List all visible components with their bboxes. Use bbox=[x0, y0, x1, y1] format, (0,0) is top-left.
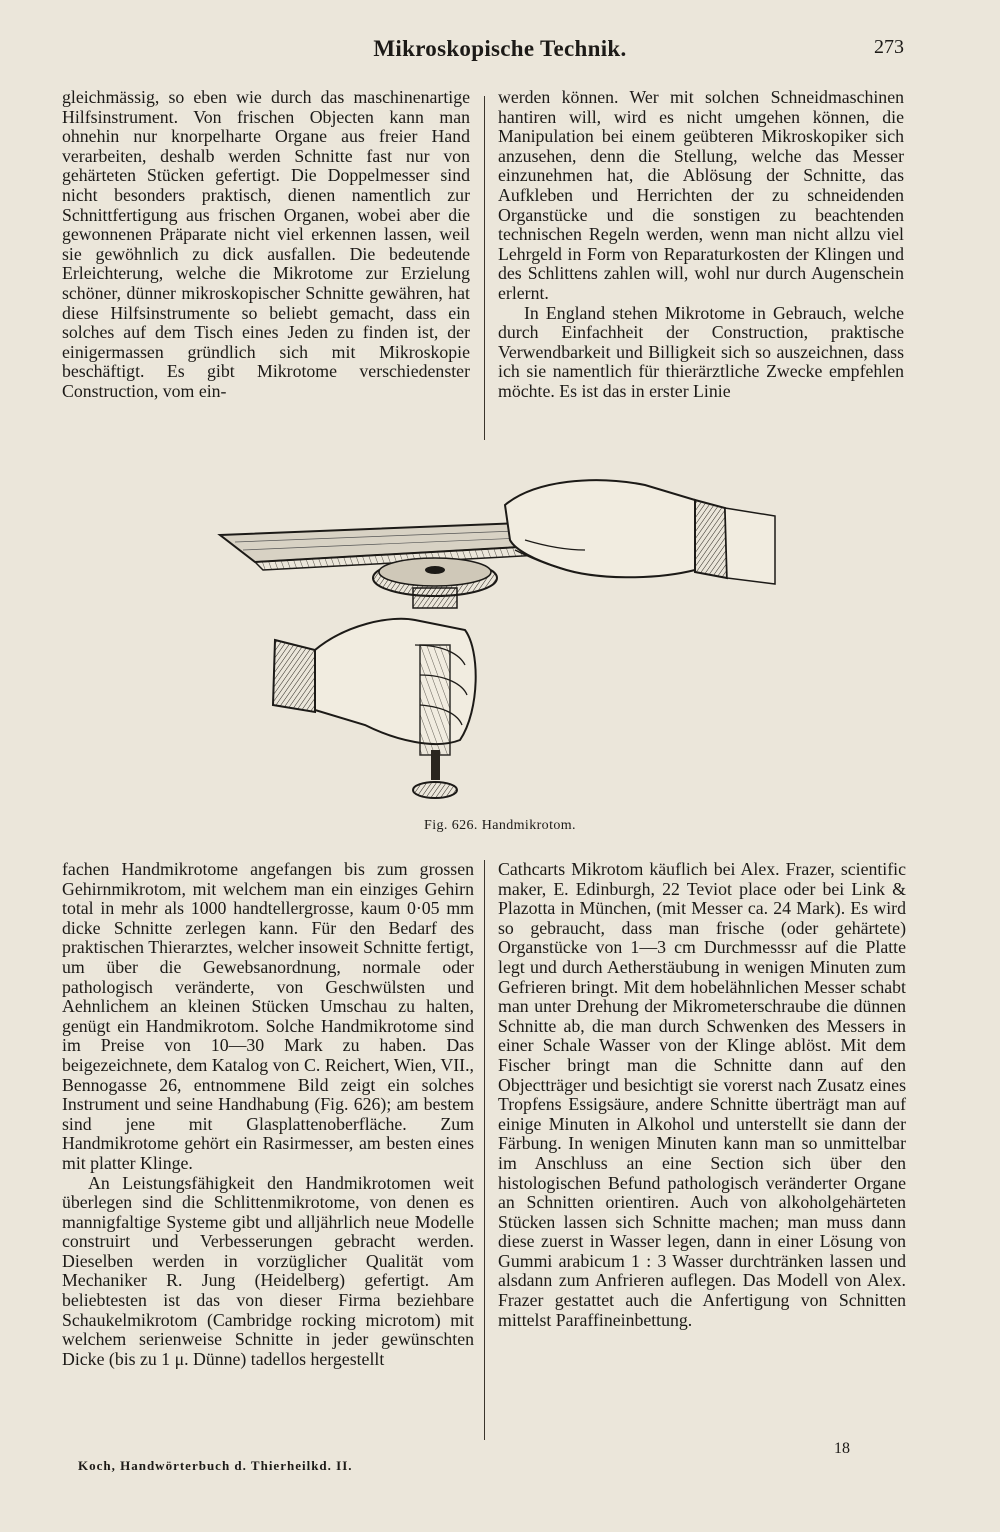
paragraph: fachen Handmikrotome angefangen bis zum grossen Gehirnmikrotom, mit welchem man ein einziges Gehirn total in mehr als 1000 handtellergrosse, kaum 0·05 mm dicke Schnitte zerlegen kann. Für den Bedarf des praktischen Thierarztes, welcher insoweit Schnitte fertigt, um über die Gewebsanordnung, normale oder pathologisch veränderte, von Geschwülsten und Aehnlichem an kleinen Stücken Umschau zu halten, genügt ein Handmikrotom. Solche Handmikrotome sind im Preise von 10—30 Mark zu haben. Das beigezeichnete, dem Katalog von C. Reichert, Wien, VII., Bennogasse 26, entnommene Bild zeigt ein solches Instrument und seine Handhabung (Fig. 626); am bestem sind jene mit Glasplattenoberfläche. Zum Handmikrotome gehört ein Rasirmesser, am besten eines mit platter Klinge. bbox=[62, 859, 474, 1173]
paragraph: In England stehen Mikrotome in Gebrauch, welche durch Einfachheit der Construction, praktische Verwendbarkeit und Billigkeit sich so auszeichnen, dass ich sie namentlich für thierärztliche Zwecke empfehlen möchte. Es ist das in erster Linie bbox=[498, 302, 904, 401]
paragraph: An Leistungsfähigkeit den Handmikrotomen weit überlegen sind die Schlittenmikrotome, von denen es mannigfaltige Systeme gibt und alljährlich neue Modelle construirt und Verbesserungen gebracht werden. Dieselben werden in vorzüglicher Qualität vom Mechaniker R. Jung (Heidelberg) gefertigt. Am beliebtesten ist das von dieser Firma beziehbare Schaukelmikrotom (Cambridge rocking microtom) mit welchem serienweise Schnitte in jeder gewünschten Dicke (bis zu 1 μ. Dünne) tadellos hergestellt bbox=[62, 1172, 474, 1369]
bottom-left-column bbox=[62, 860, 474, 1369]
top-left-column bbox=[62, 88, 470, 402]
paragraph: gleichmässig, so eben wie durch das maschinenartige Hilfsinstrument. Von frischen Objecten kann man ohnehin nur knorpelharte Organe aus freier Hand verarbeiten, deshalb werden Schnitte fast nur von gehärteten Stücken gefertigt. Die Doppelmesser sind nicht besonders praktisch, dienen namentlich zur Schnittfertigung aus frischen Organen, wobei aber die gewonnenen Präparate nicht viel erkennen lassen, weil sie gewöhnlich zu dick ausfallen. Die bedeutende Erleichterung, welche die Mikrotome zur Erzielung schöner, dünner mikroskopischer Schnitte gewähren, hat diese Hilfsinstrumente so beliebt gemacht, dass ein solches auf dem Tisch eines Jeden zu finden ist, der einigermassen gründlich sich mit Mikroskopie beschäftigt. Es gibt Mikrotome verschiedenster Construction, vom ein- bbox=[62, 87, 470, 401]
paragraph: Cathcarts Mikrotom käuflich bei Alex. Frazer, scientific maker, E. Edinburgh, 22 Teviot place oder bei Link & Plazotta in München, (mit Messer ca. 24 Mark). Es wird so gebraucht, dass man frische (oder gehärtete) Organstücke von 1—3 cm Durchmesssr auf die Platte legt und durch Aetherstäubung in wenigen Minuten zum Gefrieren bringt. Mit dem hobelähnlichen Messer schabt man unter Drehung der Mikrometerschraube die dünnen Schnitte ab, die man durch Schwenken des Messers in einer Schale Wasser von der Klinge ablöst. Mit dem Fischer bringt man die Schnitte dann auf den Objectträger und besichtigt sie vorerst nach Zusatz eines Tropfens Essigsäure, andere Schnitte überträgt man auf einige Minuten in Alkohol und unterstellt sie dann der Färbung. In wenigen Minuten kann man so unmittelbar im Anschluss an eine Section sich über den histologischen Befund pathologisch veränderter Organe an Schnitten orientiren. Auch von alkoholgehärteten Stücken lassen sich Schnitte machen; man muss dann diese zuerst in Wasser legen, dann in einer Lösung von Gummi arabicum 1 : 3 Wasser durchtränken lassen und alsdann zum Anfrieren auflegen. Das Modell von Alex. Frazer gestattet auch die Anfertigung von Schnitten mittelst Paraffineinbettung. bbox=[498, 859, 906, 1330]
hand-microtome-illustration bbox=[215, 450, 905, 810]
figure-caption: Fig. 626. Handmikrotom. bbox=[424, 818, 576, 833]
column-divider bbox=[484, 860, 485, 1440]
bottom-right-column bbox=[498, 860, 906, 1330]
column-divider bbox=[484, 96, 485, 440]
signature-mark: 18 bbox=[834, 1440, 850, 1457]
hand-microtome-engraving bbox=[215, 450, 905, 810]
footer-source-line: Koch, Handwörterbuch d. Thierheilkd. II. bbox=[78, 1458, 353, 1473]
top-right-column bbox=[498, 88, 904, 402]
page-number: 273 bbox=[874, 36, 904, 58]
running-title: Mikroskopische Technik. bbox=[373, 36, 627, 61]
paragraph: werden können. Wer mit solchen Schneidmaschinen hantiren will, wird es nicht umgehen können, die Manipulation bei einem geübteren Mikroskopiker sich anzusehen, denn die Stellung, welche das Messer einzunehmen hat, die Ablösung der Schnitte, das Aufkleben und Herrichten der zu schneidenden Organstücke und die sonstigen zu beachtenden technischen Regeln werden, wenn man nicht allzu viel Lehrgeld in Form von Reparaturkosten der Klingen und des Schlittens zahlen will, wohl nur durch Augenschein erlernt. bbox=[498, 87, 904, 303]
